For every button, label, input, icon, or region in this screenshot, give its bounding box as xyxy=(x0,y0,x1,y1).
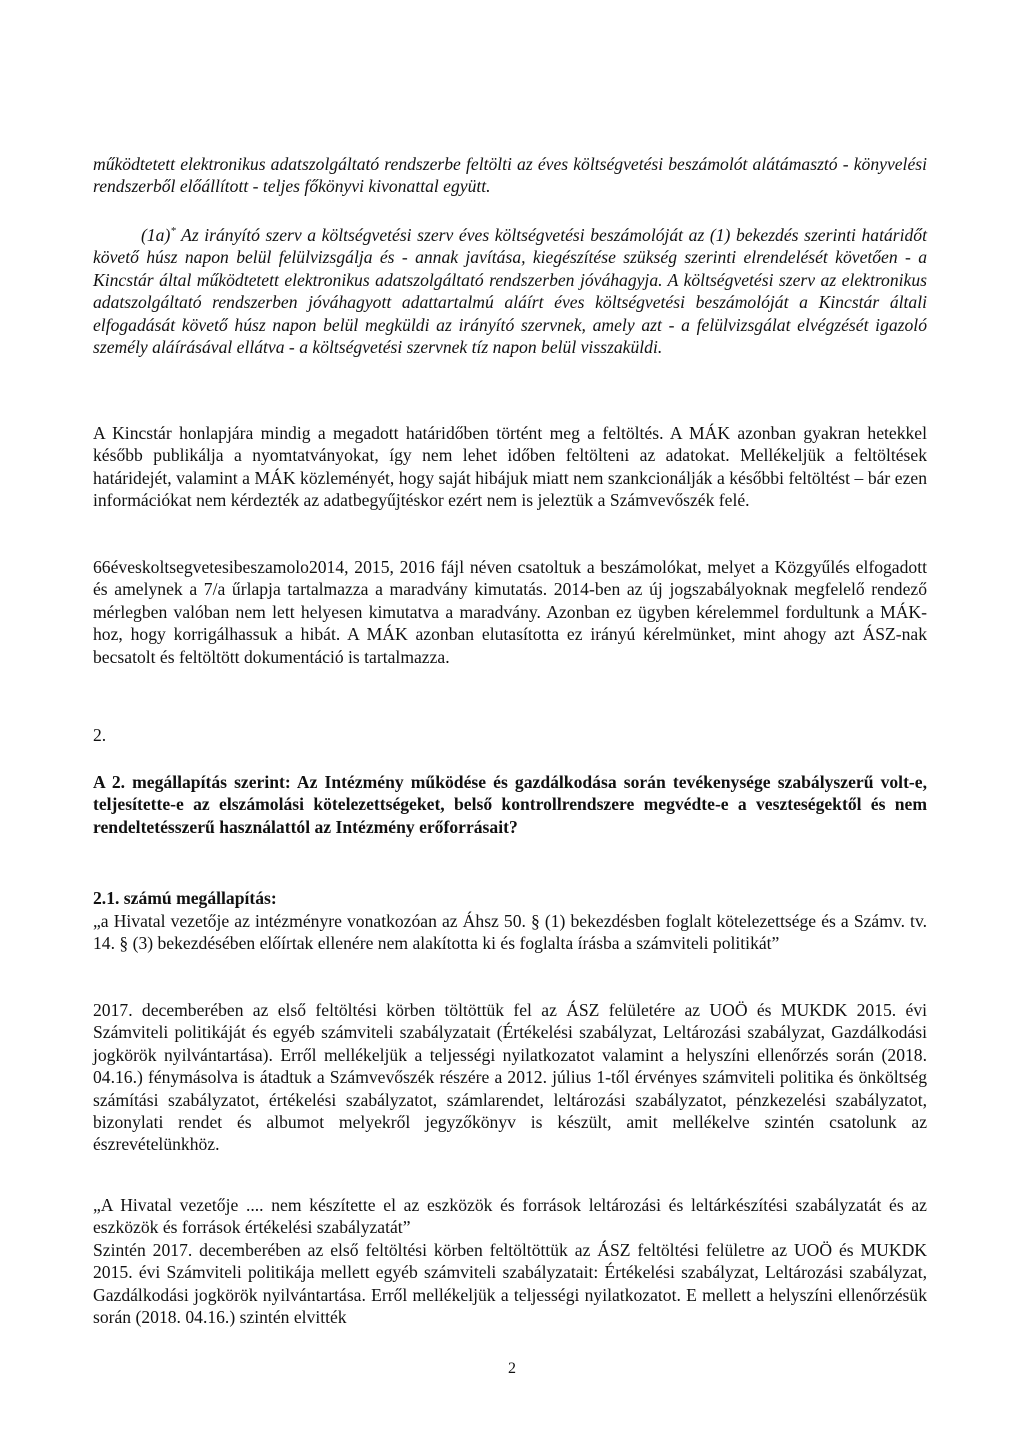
footnote-marker: * xyxy=(170,225,176,238)
paragraph-attachments: 66éveskoltsegvetesibeszamolo2014, 2015, 2016 fájl néven csatoltuk a beszámolókat, melyet a Közgyűlés elfogadott és amelynek a 7/a űrlapja tartalmazza a maradvány kimutatás. 2014-ben az új jogszabályoknak megfelelő rendező mérlegben valóban nem lett helyesen kimutatva a maradvány. Azonban ez ügyben kérelemmel fordultunk a MÁK-hoz, hogy korrigálhassuk a hibát. A MÁK azonban elutasította ez irányú kérelmünket, mint ahogy azt ÁSZ-nak becsatolt és feltöltött dokumentáció is tartalmazza. xyxy=(93,557,927,667)
sub-heading: 2.1. számú megállapítás: xyxy=(93,888,277,908)
quote-finding-2: „A Hivatal vezetője .... nem készítette el az eszközök és források leltározási és leltárkészítési szabályzatát és az eszközök és források értékelési szabályzatát” xyxy=(93,1195,927,1238)
paragraph-law-1a xyxy=(93,224,927,358)
paragraph-upload-2017: 2017. decemberében az első feltöltési körben töltöttük fel az ÁSZ felületére az UOÖ és MUKDK 2015. évi Számviteli politikáját és egyéb számviteli szabályzatait (Értékelési szabályzat, Leltározási szabályzat, Gazdálkodási jogkörök nyilvántartása). Erről mellékeljük a teljességi nyilatkozatot valamint a helyszíni ellenőrzés során (2018. 04.16.) fénymásolva is átadtuk a Számvevőszék részére a 2012. július 1-től érvényes számviteli politika és önköltség számítási szabályzatot, értékelési szabályzatot, számlarendet, leltározási szabályzatot, pénzkezelési szabályzatot, bizonylati rendet és albumot melyekről jegyzőkönyv is készült, amit mellékelve szintén csatolunk az észrevételünkhöz. xyxy=(93,1000,927,1155)
paragraph-kincstar-upload: A Kincstár honlapjára mindig a megadott határidőben történt meg a feltöltés. A MÁK azonban gyakran hetekkel később publikálja a nyomtatványokat, így nem lehet időben feltölteni az adatokat. Mellékeljük a feltöltések határidejét, valamint a MÁK közleményét, hogy saját hibájuk miatt nem szankcionálják a későbbi feltöltést – bár ezen információkat nem kérdezték az adatbegyűjtéskor ezért nem is jeleztük a Számvevőszék felé. xyxy=(93,423,927,511)
quote-finding-1: „a Hivatal vezetője az intézményre vonatkozóan az Áhsz 50. § (1) bekezdésben foglalt kötelezettsége és a Számv. tv. 14. § (3) bekezdésében előírtak ellenére nem alakította ki és foglalta írásba a számviteli politikát” xyxy=(93,911,927,954)
section-number: 2. xyxy=(93,725,107,745)
paragraph-law-body: Az irányító szerv a költségvetési szerv éves költségvetési beszámolóját az (1) bekezdés szerinti határidőt követő húsz napon belül felülvizsgálja és - annak javítása, kiegészítése szükség szerinti elrendelését követően - a Kincstár által működtetett elektronikus adatszolgáltató rendszerben jóváhagyja. A költségvetési szerv az elektronikus adatszolgáltató rendszerben jóváhagyott adattartalmú aláírt éves költségvetési beszámolóját a Kincstár általi elfogadását követő húsz napon belül megküldi az irányító szervnek, amely azt - a felülvizsgálat elvégzését igazoló személy aláírásával ellátva - a költségvetési szervnek tíz napon belül visszaküldi. xyxy=(93,225,927,358)
paragraph-lead: (1a) xyxy=(141,225,171,245)
paragraph-intro: működtetett elektronikus adatszolgáltató rendszerbe feltölti az éves költségvetési beszámolót alátámasztó - könyvelési rendszerből előállított - teljes főkönyvi kivonattal együtt. xyxy=(93,154,927,197)
page-number: 2 xyxy=(508,1360,516,1377)
finding-heading: A 2. megállapítás szerint: Az Intézmény működése és gazdálkodása során tevékenysége szabályszerű volt-e, teljesítette-e az elszámolási kötelezettségeket, belső kontrollrendszere megvédte-e a veszteségektől és nem rendeltetésszerű használattól az Intézmény erőforrásait? xyxy=(93,772,927,837)
paragraph-upload-again: Szintén 2017. decemberében az első feltöltési körben feltöltöttük az ÁSZ feltöltési felületre az UOÖ és MUKDK 2015. évi Számviteli politikája mellett egyéb számviteli szabályzatait: Értékelési szabályzat, Leltározási szabályzat, Gazdálkodási jogkörök nyilvántartása. Erről mellékeljük a teljességi nyilatkozatot. E mellett a helyszíni ellenőrzésük során (2018. 04.16.) szintén elvitték xyxy=(93,1240,927,1328)
